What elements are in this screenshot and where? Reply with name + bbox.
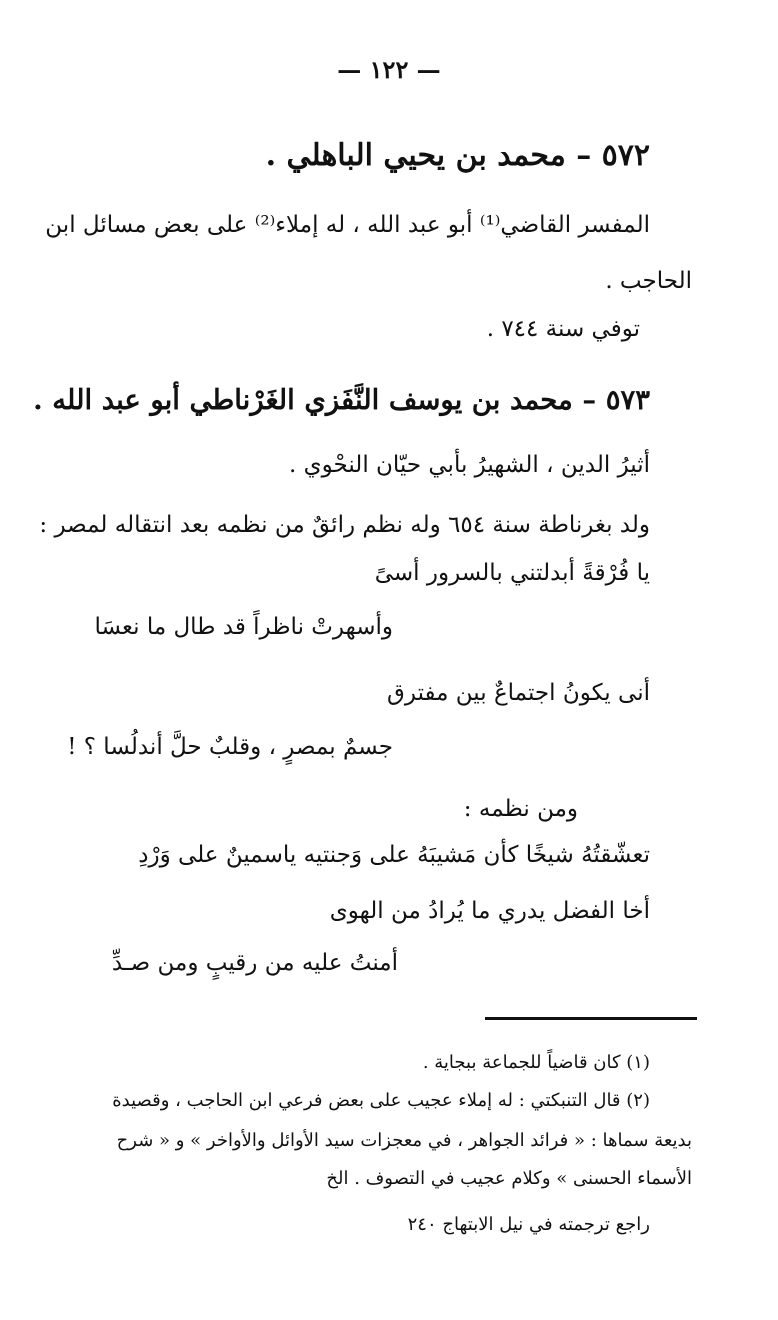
poem-1-verse-2: وأسهرتْ ناظراً قد طال ما نعسَا xyxy=(94,614,393,640)
poem-2-intro: ومن نظمه : xyxy=(463,796,578,822)
poem-2-verse-2: أخا الفضل يدري ما يُرادُ من الهوى xyxy=(329,898,650,924)
footnote-2-line-2: بديعة سماها : « فرائد الجواهر ، في معجزات سيد الأوائل والأواخر » و « شرح xyxy=(116,1130,692,1151)
entry-572-line-2: الحاجب . xyxy=(605,268,692,294)
entry-572-line-1: المفسر القاضي⁽¹⁾ أبو عبد الله ، له إملاء⁽²⁾ على بعض مسائل ابن xyxy=(45,212,650,238)
footnote-2-reference: راجع ترجمته في نيل الابتهاج ٢٤٠ xyxy=(407,1214,650,1235)
poem-2-verse-1: تعشّقتُهُ شيخًا كأن مَشيبَهُ على وَجنتيه ياسمينٌ على وَرْدِ xyxy=(138,842,650,868)
footnote-1: (١) كان قاضياً للجماعة ببجاية . xyxy=(422,1052,650,1073)
poem-1-verse-4: جسمٌ بمصرٍ ، وقلبٌ حلَّ أندلُسا ؟ ! xyxy=(67,734,393,760)
entry-573-birth: ولد بغرناطة سنة ٦٥٤ وله نظم رائقٌ من نظمه بعد انتقاله لمصر : xyxy=(39,512,650,538)
footnote-2-line-3: الأسماء الحسنى » وكلام عجيب في التصوف . الخ xyxy=(326,1168,692,1189)
poem-2-verse-3: أمنتُ عليه من رقيبٍ ومن صـدِّ xyxy=(111,950,398,976)
entry-573-title: ٥٧٣ – محمد بن يوسف النَّفَزي الغَرْناطي أبو عبد الله . xyxy=(33,384,650,416)
poem-1-verse-3: أنى يكونُ اجتماعٌ بين مفترق xyxy=(387,680,650,706)
footnote-divider xyxy=(485,1017,697,1020)
entry-572-death: توفي سنة ٧٤٤ . xyxy=(486,316,640,342)
footnote-2-line-1: (٢) قال التنبكتي : له إملاء عجيب على بعض فرعي ابن الحاجب ، وقصيدة xyxy=(112,1090,650,1111)
poem-1-verse-1: يا فُرْقةً أبدلتني بالسرور أسىً xyxy=(374,560,650,586)
entry-573-nickname: أثيرُ الدين ، الشهيرُ بأبي حيّان النحْوي . xyxy=(289,452,650,478)
entry-572-title: ٥٧٢ – محمد بن يحيي الباهلي . xyxy=(265,138,650,173)
page-number: — ١٢٢ — xyxy=(337,55,441,84)
